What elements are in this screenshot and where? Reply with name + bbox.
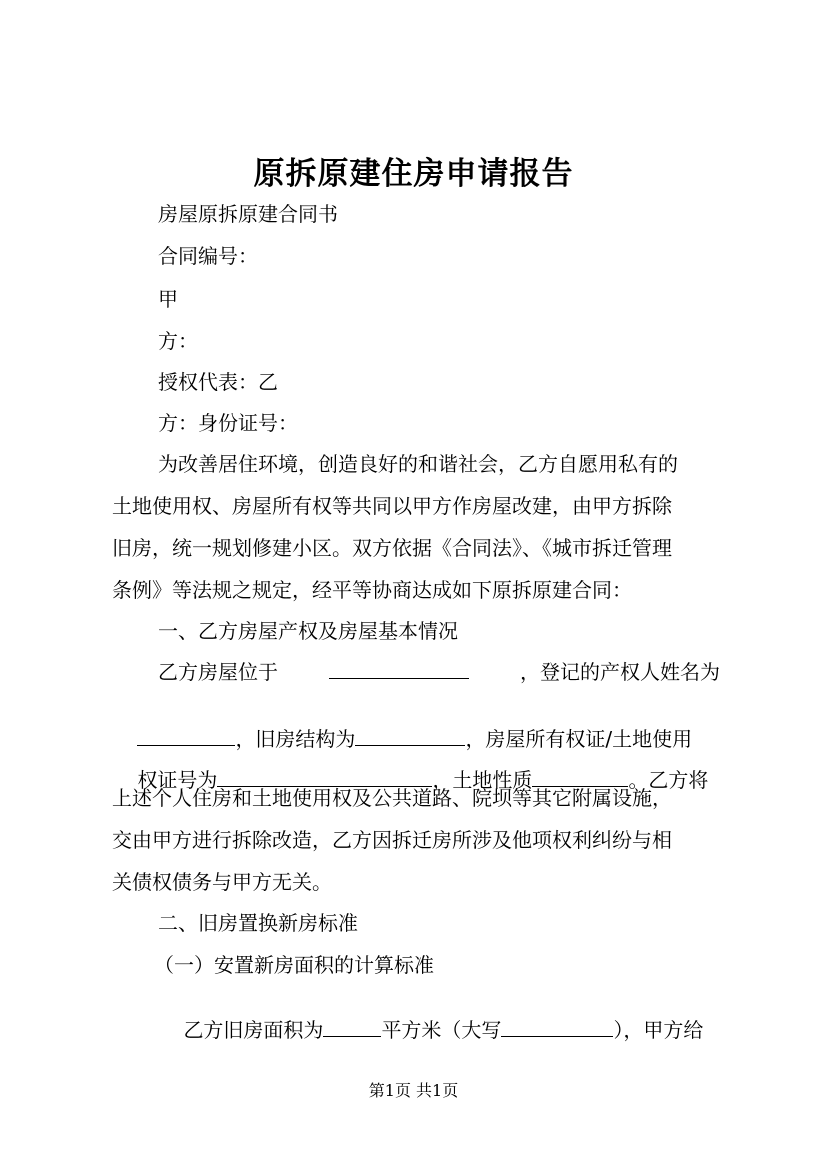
land-nature-label: ，土地性质	[432, 768, 533, 792]
location-blank	[329, 660, 469, 679]
old-area-blank	[323, 1018, 381, 1037]
contract-number-line: 合同编号：	[158, 244, 258, 268]
section-2-heading: 二、旧房置换新房标准	[158, 911, 358, 935]
party-a-gives-label: ），甲方给	[613, 1018, 704, 1042]
cert-number-blank	[217, 768, 432, 787]
party-b-id-line: 方：身份证号：	[158, 411, 298, 435]
structure-label: ，旧房结构为	[235, 727, 356, 751]
document-title: 原拆原建住房申请报告	[253, 156, 574, 192]
section-2-subheading: （一）安置新房面积的计算标准	[154, 953, 434, 977]
authorized-rep-line: 授权代表：乙	[158, 370, 278, 394]
section-1-line-6: 关债权债务与甲方无关。	[112, 870, 332, 894]
intro-line-4: 条例》等法规之规定，经平等协商达成如下原拆原建合同：	[112, 578, 632, 602]
intro-line-3: 旧房，统一规划修建小区。双方依据《合同法》、《城市拆迁管理	[112, 536, 672, 560]
section-1-line-4: 上述个人住房和土地使用权及公共道路、院坝等其它附属设施，	[112, 786, 672, 810]
capital-blank	[501, 1018, 613, 1037]
party-b-will-label: 。乙方将	[628, 768, 709, 792]
land-nature-blank	[532, 768, 628, 787]
cert-number-label: 权证号为	[137, 768, 218, 792]
capital-label: 平方米（大写	[381, 1018, 502, 1042]
party-a-line: 甲	[158, 287, 178, 311]
old-area-label: 乙方旧房面积为	[183, 1018, 324, 1042]
page-footer: 第1页 共1页	[368, 1081, 459, 1100]
section-1-heading: 一、乙方房屋产权及房屋基本情况	[158, 619, 458, 643]
certificate-label: ，房屋所有权证/土地使用	[465, 727, 693, 751]
section-2-line-1	[158, 994, 703, 1066]
section-1-line-1	[158, 660, 720, 684]
owner-name-label: ，登记的产权人姓名为	[520, 660, 720, 684]
section-1-line-5: 交由甲方进行拆除改造，乙方因拆迁房所涉及他项权利纠纷与相	[112, 828, 672, 852]
intro-line-1: 为改善居住环境，创造良好的和谐社会，乙方自愿用私有的	[158, 452, 678, 476]
party-a-line-cont: 方：	[158, 329, 198, 353]
intro-line-2: 土地使用权、房屋所有权等共同以甲方作房屋改建，由甲方拆除	[112, 494, 672, 518]
contract-name-line: 房屋原拆原建合同书	[158, 202, 338, 226]
location-label: 乙方房屋位于	[158, 660, 278, 684]
